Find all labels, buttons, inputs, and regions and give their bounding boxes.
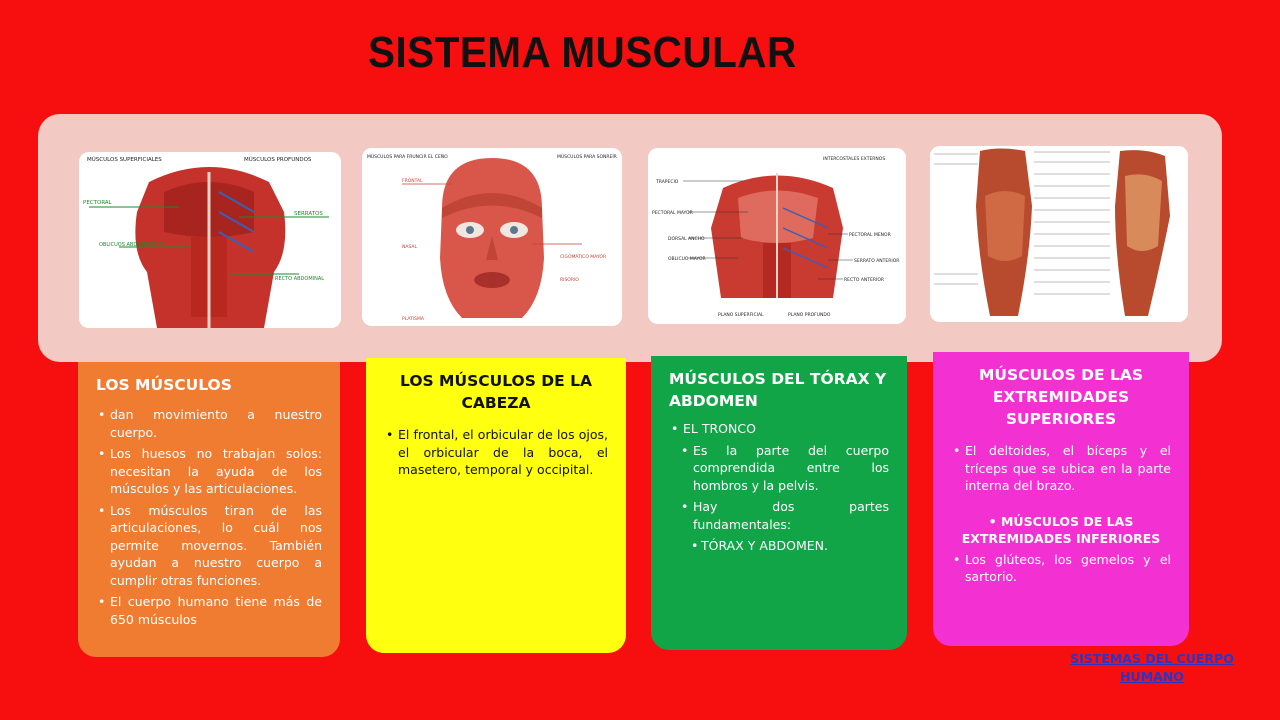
torso-label-recto: RECTO ABDOMINAL — [275, 276, 325, 282]
card-cabeza-title: LOS MÚSCULOS DE LA CABEZA — [400, 372, 592, 412]
page-title: SISTEMA MUSCULAR — [368, 28, 797, 77]
thorax-label-serrato: SERRATO ANTERIOR — [854, 259, 900, 264]
thorax-label-trapecio: TRAPECIO — [656, 180, 679, 185]
card-torax-title: MÚSCULOS DEL TÓRAX Y ABDOMEN — [669, 370, 887, 410]
torso-label-oblicuos: OBLICUOS ABDOMINALES — [99, 242, 164, 248]
thorax-label-oblicuo: OBLICUO MAYOR — [668, 257, 706, 262]
card-extremidades-title: MÚSCULOS DE LAS EXTREMIDADES SUPERIORES — [978, 366, 1144, 428]
list-item: • EL TRONCO — [669, 420, 889, 438]
head-label-frontal: FRONTAL — [402, 179, 423, 184]
leg-illustration — [930, 146, 1188, 322]
thorax-label-recto: RECTO ANTERIOR — [844, 278, 884, 283]
card-musculos — [78, 362, 340, 657]
head-label-platisma: PLATISMA — [402, 317, 424, 322]
card-extremidades — [933, 352, 1189, 646]
list-item: • El deltoides, el bíceps y el tríceps que se ubica en la parte interna del brazo. — [951, 442, 1171, 495]
head-label-nasal: NASAL — [402, 245, 417, 250]
thorax-label-top: INTERCOSTALES EXTERNOS — [823, 157, 886, 162]
list-item: • dan movimiento a nuestro cuerpo. — [96, 406, 322, 441]
torso-label-pectoral: PECTORAL — [83, 200, 112, 206]
list-item: • Es la parte del cuerpo comprendida entre los hombros y la pelvis. — [669, 442, 889, 495]
sistemas-link[interactable]: SISTEMAS DEL CUERPO HUMANO — [1070, 651, 1234, 684]
card-extremidades-subtitle: • MÚSCULOS DE LAS EXTREMIDADES INFERIORES — [961, 513, 1161, 546]
card-torax — [651, 356, 907, 650]
thorax-illustration — [648, 148, 906, 324]
list-item: • Los músculos tiran de las articulaciones, lo cuál nos permite movernos. También ayudan a nuestro cuerpo a cumplir otras funciones. — [96, 502, 322, 590]
list-item: • Hay dos partes fundamentales: — [669, 498, 889, 533]
head-illustration — [362, 148, 622, 326]
torso-label-top-left: MÚSCULOS SUPERFICIALES — [87, 157, 162, 163]
head-label-cigomatico: CIGOMÁTICO MAYOR — [560, 255, 607, 260]
leg-muscles-image — [930, 146, 1188, 322]
list-item: • Los huesos no trabajan solos: necesitan la ayuda de los músculos y las articulaciones. — [96, 445, 322, 498]
torso-illustration — [79, 152, 341, 328]
torso-label-top-right: MÚSCULOS PROFUNDOS — [244, 157, 312, 163]
list-item: • El frontal, el orbicular de los ojos, el orbicular de la boca, el masetero, temporal y occipital. — [384, 426, 608, 479]
thorax-muscles-image — [648, 148, 906, 324]
thorax-label-plano-prof: PLANO PROFUNDO — [788, 313, 831, 318]
list-item: • TÓRAX Y ABDOMEN. — [669, 537, 889, 555]
head-label-top-left: MÚSCULOS PARA FRUNCIR EL CEÑO — [367, 155, 448, 160]
list-item: • El cuerpo humano tiene más de 650 músculos — [96, 593, 322, 628]
list-item: • Los glúteos, los gemelos y el sartorio. — [951, 551, 1171, 586]
card-cabeza — [366, 358, 626, 653]
head-label-top-right: MÚSCULOS PARA SONREÍR — [557, 155, 617, 160]
thorax-label-pectoral-menor: PECTORAL MENOR — [849, 233, 891, 238]
torso-muscles-image — [79, 152, 341, 328]
thorax-label-dorsal: DORSAL ANCHO — [668, 237, 705, 242]
torso-label-serratos: SERRATOS — [294, 211, 323, 217]
head-label-risorio: RISORIO — [560, 278, 579, 283]
thorax-label-plano-sup: PLANO SUPERFICIAL — [718, 313, 764, 318]
thorax-label-pectoral-mayor: PECTORAL MAYOR — [652, 211, 693, 216]
head-muscles-image — [362, 148, 622, 326]
card-musculos-title: LOS MÚSCULOS — [96, 376, 232, 394]
